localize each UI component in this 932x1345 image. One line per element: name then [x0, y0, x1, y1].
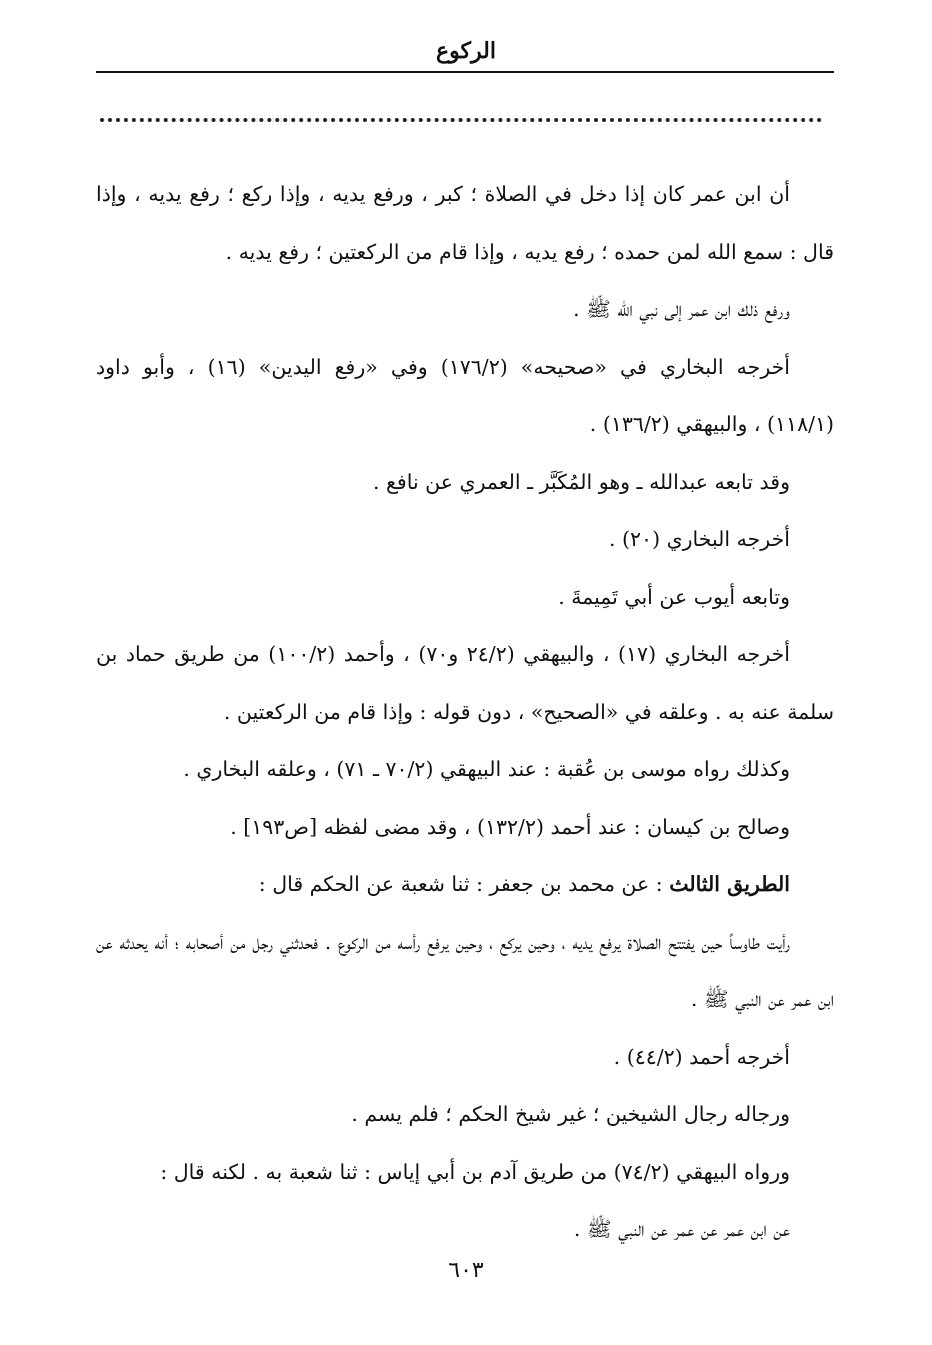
paragraph: أخرجه البخاري في «صحيحه» (١٧٦/٢) وفي «رفع اليدين» (١٦) ، وأبو داود (١١٨/١) ، والبيهقي (١٣٦/٢) .	[96, 354, 834, 436]
paragraph: وكذلك رواه موسى بن عُقبة : عند البيهقي (٧٠/٢ ـ ٧١) ، وعلقه البخاري .	[183, 757, 790, 781]
paragraph: ورجاله رجال الشيخين ؛ غير شيخ الحكم ؛ فلم يسم .	[351, 1102, 790, 1126]
paragraph: عن ابن عمر عن عمر عن النبي ﷺ .	[573, 1217, 790, 1241]
paragraph: ورفع ذلك ابن عمر إلى نبي الله ﷺ .	[573, 297, 790, 321]
paragraph: أخرجه البخاري (١٧) ، والبيهقي (٢٤/٢ و٧٠) ، وأحمد (١٠٠/٢) من طريق حماد بن سلمة عنه به . وعلقه في «الصحيح» ، دون قوله : وإذا قام من الركعتين .	[96, 642, 834, 724]
paragraph: وصالح بن كيسان : عند أحمد (١٣٢/٢) ، وقد مضى لفظه [ص١٩٣] .	[230, 814, 790, 839]
header-rule	[96, 71, 834, 73]
paragraph: أخرجه أحمد (٤٤/٢) .	[613, 1044, 790, 1069]
paragraph-third-path	[96, 856, 834, 914]
page-number: ٦٠٣	[448, 1258, 484, 1283]
paragraph: وقد تابعه عبدالله ـ وهو المُكَبَّر ـ العمري عن نافع .	[372, 469, 790, 494]
paragraph: رأيت طاوساً حين يفتتح الصلاة يرفع يديه ، وحين يركع ، وحين يرفع رأسه من الركوع . فحدثني رجل من أصحابه ؛ أنه يحدثه عن ابن عمر عن النبي ﷺ .	[96, 929, 834, 1011]
third-path-text: : عن محمد بن جعفر : ثنا شعبة عن الحكم قال :	[258, 872, 663, 896]
paragraph: أن ابن عمر كان إذا دخل في الصلاة ؛ كبر ، ورفع يديه ، وإذا ركع ؛ رفع يديه ، وإذا قال : سمع الله لمن حمده ؛ رفع يديه ، وإذا قام من الركعتين ؛ رفع يديه .	[96, 182, 834, 264]
paragraph: وتابعه أيوب عن أبي تَمِيمةَ .	[558, 584, 790, 609]
running-header-title: الركوع	[436, 38, 496, 64]
paragraph: أخرجه البخاري (٢٠) .	[609, 527, 790, 551]
main-text	[96, 166, 834, 1259]
dotted-separator	[100, 118, 822, 122]
paragraph: ورواه البيهقي (٧٤/٢) من طريق آدم بن أبي إياس : ثنا شعبة به . لكنه قال :	[160, 1159, 790, 1184]
third-path-heading: الطريق الثالث	[669, 872, 790, 896]
